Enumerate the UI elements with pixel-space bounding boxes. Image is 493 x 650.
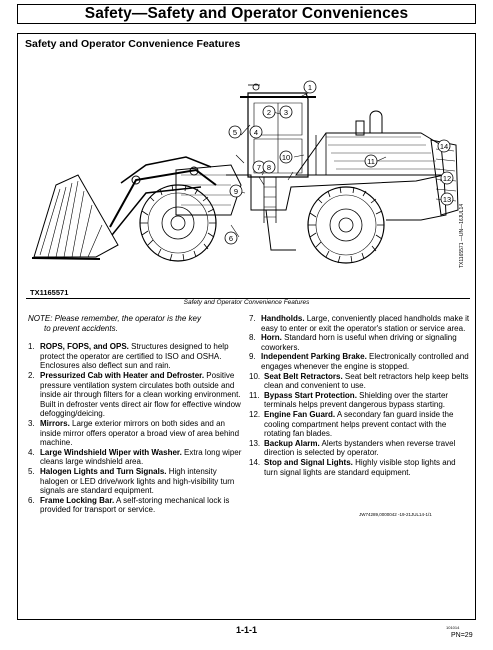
front-wheel	[140, 185, 216, 261]
callout-6: 6	[228, 234, 234, 243]
feature-number: 13.	[249, 438, 261, 448]
feature-number: 5.	[28, 466, 35, 476]
feature-description	[40, 467, 244, 496]
feature-text: Highly visible stop lights and turn signal lights are standard equipment.	[264, 457, 456, 477]
feature-title: Mirrors.	[40, 418, 70, 428]
feature-number: 10.	[249, 371, 261, 381]
callout-9: 9	[233, 187, 239, 196]
feature-description	[261, 333, 471, 352]
footer-code: 101014	[446, 625, 460, 630]
callout-13: 13	[442, 195, 452, 204]
callout-10: 10	[281, 153, 291, 162]
feature-number: 2.	[28, 370, 35, 380]
feature-description	[264, 439, 471, 458]
feature-text: Alerts bystanders when reverse travel direction is selected by operator.	[264, 438, 456, 458]
note-line-2: to prevent accidents.	[44, 323, 118, 333]
feature-description	[40, 419, 244, 448]
feature-text: Large, conveniently placed handholds make it easy to enter or exit the operator's station or service area.	[261, 314, 470, 333]
feature-title: Halogen Lights and Turn Signals.	[40, 466, 167, 476]
callout-7: 7	[256, 163, 262, 172]
feature-text: Extra long wiper cleans large windshield area.	[40, 447, 242, 467]
left-column	[28, 314, 244, 515]
document-reference: JW74289,0000042 -19-21JUL14-1/1	[359, 512, 432, 517]
feature-title: Bypass Start Protection.	[264, 390, 357, 400]
feature-description	[40, 448, 244, 467]
feature-text: Positive pressure ventilation system circulates both outside and inside air through filters for a clean working environment. Built in defroster vents direct air flow for effective window defogging/deicing.	[40, 370, 241, 419]
feature-title: Seat Belt Retractors.	[264, 371, 343, 381]
feature-item	[28, 467, 244, 496]
callout-3: 3	[283, 108, 289, 117]
feature-title: Pressurized Cab with Heater and Defroster.	[40, 370, 205, 380]
pn-number: PN=29	[451, 632, 473, 639]
note	[28, 314, 244, 333]
engine-hood	[296, 133, 444, 175]
feature-item	[249, 439, 471, 458]
feature-number: 1.	[28, 342, 35, 352]
feature-item	[249, 410, 471, 439]
feature-title: Handholds.	[261, 314, 305, 323]
feature-title: Stop and Signal Lights.	[264, 457, 353, 467]
feature-item	[249, 352, 471, 371]
feature-number: 3.	[28, 418, 35, 428]
feature-text: Structures designed to help protect the operator are certified to ISO and OSHA. Enclosures also deflect sun and rain.	[40, 342, 229, 371]
callout-4: 4	[253, 128, 259, 137]
feature-number: 14.	[249, 457, 261, 467]
feature-item	[249, 314, 471, 333]
feature-number: 7.	[249, 314, 256, 323]
callout-12: 12	[442, 174, 452, 183]
feature-title: Engine Fan Guard.	[264, 409, 336, 419]
feature-title: Independent Parking Brake.	[261, 352, 367, 362]
feature-item	[249, 458, 471, 477]
page-title-bar	[17, 4, 476, 24]
feature-text: A secondary fan guard inside the cooling compartment helps prevent contact with the rotating fan blades.	[264, 409, 454, 439]
callout-11: 11	[367, 157, 375, 166]
right-column	[249, 314, 471, 477]
feature-item	[249, 372, 471, 391]
feature-text: Shielding over the starter terminals helps prevent dangerous bypass starting.	[264, 390, 449, 410]
page-number: 1-1-1	[235, 625, 257, 635]
feature-title: Large Windshield Wiper with Washer.	[40, 447, 182, 457]
note-line-1: NOTE: Please remember, the operator is the key	[28, 314, 201, 323]
feature-description	[261, 352, 471, 371]
feature-item	[28, 448, 244, 467]
callout-1: 1	[307, 83, 313, 92]
figure-caption: Safety and Operator Convenience Features	[183, 299, 310, 306]
feature-text: A self-storing mechanical lock is provided for transport or service.	[40, 495, 230, 515]
feature-description	[264, 458, 471, 477]
feature-item	[28, 371, 244, 419]
feature-text: Standard horn is useful when driving or signaling coworkers.	[261, 333, 457, 352]
feature-title: ROPS, FOPS, and OPS.	[40, 342, 129, 352]
feature-title: Backup Alarm.	[264, 438, 320, 448]
feature-description	[261, 314, 471, 333]
feature-number: 12.	[249, 409, 261, 419]
callout-8: 8	[266, 163, 272, 172]
feature-number: 9.	[249, 352, 256, 362]
callout-5: 5	[232, 128, 238, 137]
feature-item	[28, 496, 244, 515]
callout-2: 2	[266, 108, 272, 117]
feature-title: Horn.	[261, 333, 282, 343]
feature-description	[40, 371, 244, 419]
feature-text: High intensity halogen or LED drive/work lights and high-visibility turn signals are standard equipment.	[40, 466, 235, 496]
callout-14: 14	[439, 142, 449, 151]
feature-number: 8.	[249, 333, 256, 343]
feature-item	[28, 419, 244, 448]
feature-description	[264, 391, 471, 410]
feature-description	[40, 496, 244, 515]
feature-text: Electronically controlled and engages whenever the engine is stopped.	[261, 352, 469, 371]
feature-number: 6.	[28, 495, 35, 505]
page-title: Safety—Safety and Operator Conveniences	[84, 5, 409, 22]
feature-text: Seat belt retractors help keep belts clean and convenient to use.	[264, 371, 469, 391]
feature-description	[264, 372, 471, 391]
section-title: Safety and Operator Convenience Features	[25, 38, 241, 50]
feature-description	[40, 342, 244, 371]
bucket-shape	[34, 175, 118, 257]
feature-item	[28, 342, 244, 371]
feature-number: 4.	[28, 447, 35, 457]
wheel-loader-illustration	[26, 75, 466, 275]
feature-item	[249, 333, 471, 352]
feature-text: Large exterior mirrors on both sides and an inside mirror offers operator a broad view of area behind machine.	[40, 418, 240, 448]
figure-id: TX1165571	[30, 288, 69, 297]
feature-title: Frame Locking Bar.	[40, 495, 115, 505]
feature-item	[249, 391, 471, 410]
rear-wheel	[308, 187, 384, 263]
feature-description	[264, 410, 471, 439]
feature-number: 11.	[249, 390, 260, 400]
figure-side-reference: TX1165571 —UN—16JUL14	[459, 203, 465, 268]
